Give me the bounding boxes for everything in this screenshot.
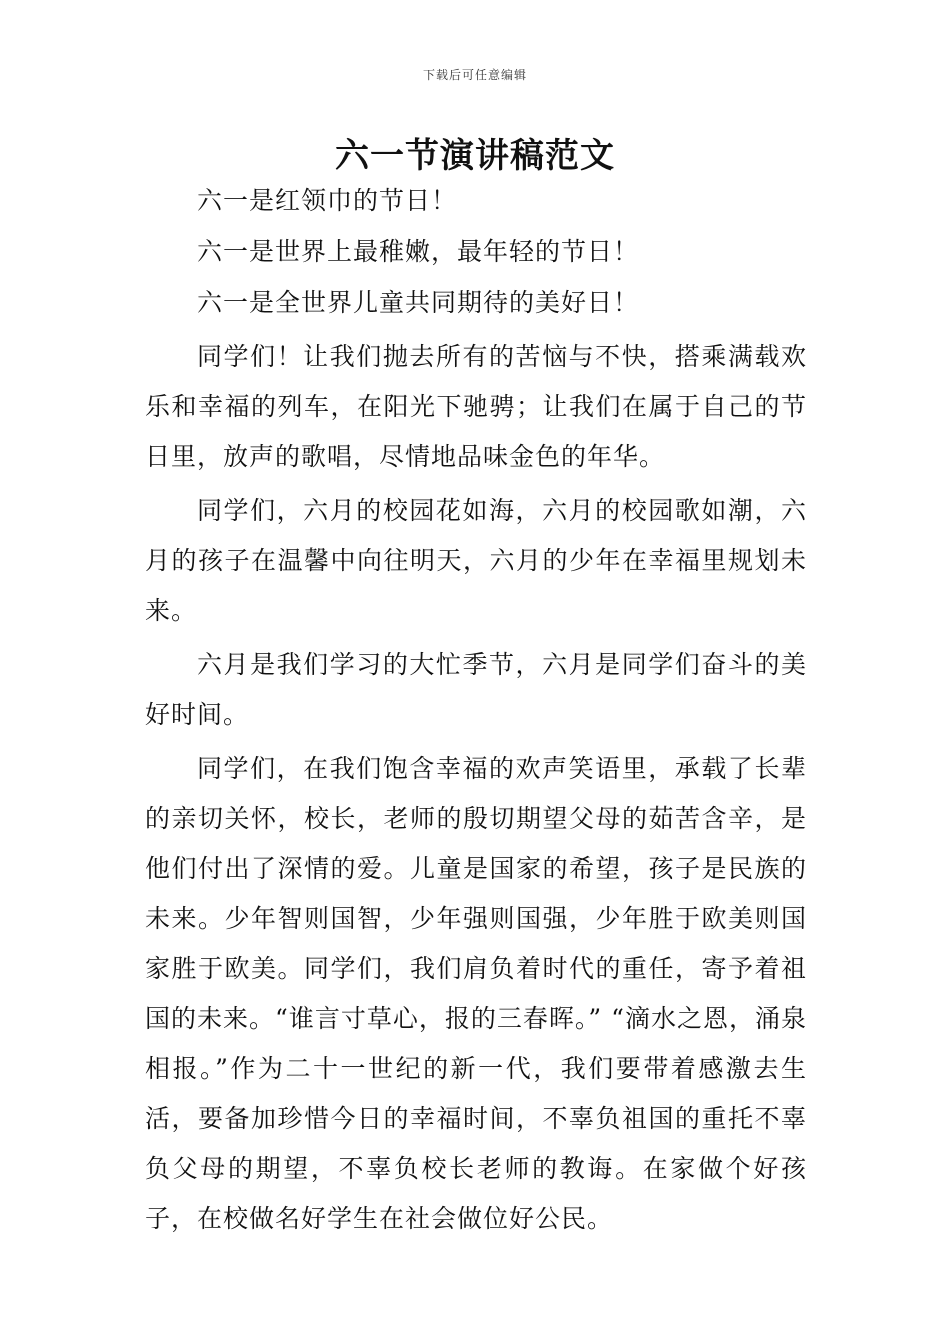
paragraph: 六一是红领巾的节日！ <box>197 186 458 215</box>
document-body <box>145 176 807 1244</box>
page-title: 六一节演讲稿范文 <box>335 136 615 176</box>
paragraph: 六月是我们学习的大忙季节，六月是同学们奋斗的美好时间。 <box>145 650 807 729</box>
paragraph: 同学们，在我们饱含幸福的欢声笑语里，承载了长辈的亲切关怀，校长，老师的殷切期望父母的茹苦含辛，是他们付出了深情的爱。儿童是国家的希望，孩子是民族的未来。少年智则国智，少年强则国强，少年胜于欧美则国家胜于欧美。同学们，我们肩负着时代的重任，寄予着祖国的未来。“谁言寸草心，报的三春晖。” “滴水之恩，涌泉相报。”作为二十一世纪的新一代，我们要带着感激去生活，要备加珍惜今日的幸福时间，不辜负祖国的重托不辜负父母的期望，不辜负校长老师的教诲。在家做个好孩子，在校做名好学生在社会做位好公民。 <box>145 754 807 1233</box>
paragraph: 同学们，六月的校园花如海，六月的校园歌如潮，六月的孩子在温馨中向往明天，六月的少年在幸福里规划未来。 <box>145 496 807 625</box>
header-note: 下载后可任意编辑 <box>422 68 527 82</box>
paragraph: 六一是世界上最稚嫩，最年轻的节日！ <box>197 237 640 266</box>
paragraph: 六一是全世界儿童共同期待的美好日！ <box>197 288 640 317</box>
paragraph: 同学们！让我们抛去所有的苦恼与不快，搭乘满载欢乐和幸福的列车，在阳光下驰骋；让我们在属于自己的节日里，放声的歌唱，尽情地品味金色的年华。 <box>145 342 807 471</box>
